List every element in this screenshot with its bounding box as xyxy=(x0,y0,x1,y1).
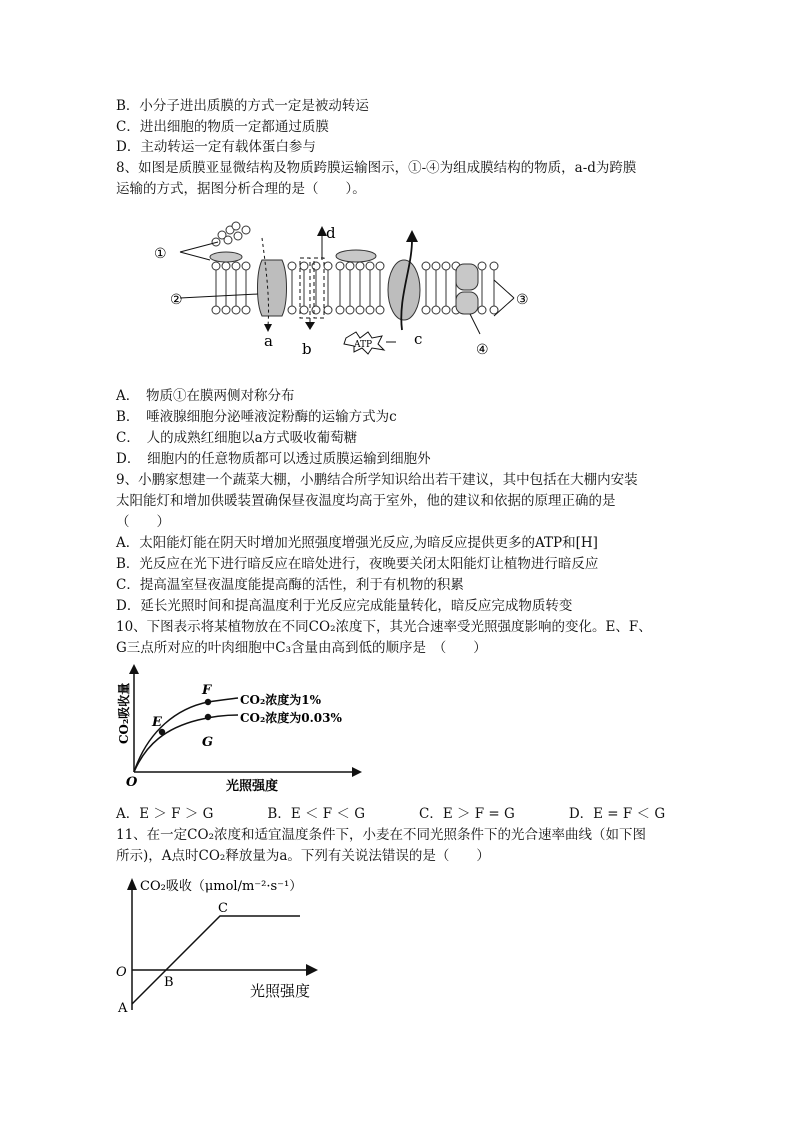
q8-stem-line2: 运输的方式，据图分析合理的是（ ）。 xyxy=(116,181,366,197)
label-4: ④ xyxy=(476,342,489,358)
q10-options: A．E ＞ F ＞ G B．E ＜ F ＜ G C．E ＞ F = G D．E = F ＜ G xyxy=(116,806,666,822)
point-g xyxy=(205,714,211,720)
q10-stem-line2: G三点所对应的叶肉细胞中C₃含量由高到低的顺序是 （ ） xyxy=(116,640,487,656)
point-f xyxy=(205,699,211,705)
q9-option-c: C．提高温室昼夜温度能提高酶的活性，利于有机物的积累 xyxy=(116,577,464,593)
phospholipid-bottom-row xyxy=(212,306,498,314)
label-2: ② xyxy=(170,292,183,308)
q8-option-b: B． 唾液腺细胞分泌唾液淀粉酶的运输方式为c xyxy=(116,409,397,425)
q10-stem-line1: 10、下图表示将某植物放在不同CO₂浓度下，其光合速率受光照强度影响的变化。E、F、 xyxy=(116,619,652,635)
origin-o: O xyxy=(116,965,127,980)
q11-stem-line2: 所示)，A点时CO₂释放量为a。下列有关说法错误的是（ ） xyxy=(116,848,490,864)
q8-option-c: C． 人的成熟红细胞以a方式吸收葡萄糖 xyxy=(116,430,358,446)
label-d: d xyxy=(326,224,336,242)
q11-stem-line1: 11、在一定CO₂浓度和适宜温度条件下，小麦在不同光照条件下的光合速率曲线（如下图 xyxy=(116,827,646,843)
label-a: a xyxy=(264,332,273,350)
q8-option-a: A． 物质①在膜两侧对称分布 xyxy=(116,388,295,404)
label-b: b xyxy=(302,340,312,358)
curve-003pct xyxy=(134,715,238,772)
label-a: A xyxy=(118,1001,128,1016)
curve-1pct xyxy=(134,698,238,772)
q7-option-c: C．进出细胞的物质一定都通过质膜 xyxy=(116,119,329,135)
q9-option-a: A．太阳能灯能在阴天时增加光照强度增强光反应,为暗反应提供更多的ATP和[H] xyxy=(116,535,598,551)
y-axis-label: CO₂吸收（μmol/m⁻²·s⁻¹） xyxy=(140,879,303,894)
q7-option-d: D．主动转运一定有载体蛋白参与 xyxy=(116,139,316,155)
membrane-figure xyxy=(150,218,550,363)
q9-stem-line3: （ ） xyxy=(116,514,170,530)
label-f: F xyxy=(202,683,212,698)
label-b: B xyxy=(164,975,174,990)
x-axis-label: 光照强度 xyxy=(250,982,311,1000)
label-c: c xyxy=(414,330,423,348)
label-c: C xyxy=(218,901,228,916)
phospholipid-top-row xyxy=(212,262,498,270)
q10-light-response-graph xyxy=(108,660,378,800)
label-3: ③ xyxy=(516,292,529,308)
label-1: ① xyxy=(154,246,167,262)
legend-1pct: CO₂浓度为1% xyxy=(240,693,322,707)
x-axis-label: 光照强度 xyxy=(226,779,279,794)
q9-stem-line2: 太阳能灯和增加供暖装置确保昼夜温度均高于室外，他的建议和依据的原理正确的是 xyxy=(116,493,616,509)
q8-option-d: D． 细胞内的任意物质都可以透过质膜运输到细胞外 xyxy=(116,451,431,467)
atp-label: ATP xyxy=(354,340,373,350)
q9-stem-line1: 9、小鹏家想建一个蔬菜大棚，小鹏结合所学知识给出若干建议，其中包括在大棚内安装 xyxy=(116,472,638,488)
y-axis-label: CO₂吸收量 xyxy=(117,682,131,744)
label-g: G xyxy=(202,735,214,750)
q11-light-response-graph xyxy=(112,870,352,1020)
q7-option-b: B．小分子进出质膜的方式一定是被动转运 xyxy=(116,98,369,114)
q8-stem-line1: 8、如图是质膜亚显微结构及物质跨膜运输图示，①-④为组成膜结构的物质，a-d为跨膜 xyxy=(116,160,637,176)
origin-o: O xyxy=(126,775,138,790)
q9-option-d: D．延长光照时间和提高温度利于光反应完成能量转化，暗反应完成物质转变 xyxy=(116,598,573,614)
q9-option-b: B．光反应在光下进行暗反应在暗处进行，夜晚要关闭太阳能灯让植物进行暗反应 xyxy=(116,556,599,572)
legend-003pct: CO₂浓度为0.03% xyxy=(240,711,342,725)
label-e: E xyxy=(152,715,162,730)
